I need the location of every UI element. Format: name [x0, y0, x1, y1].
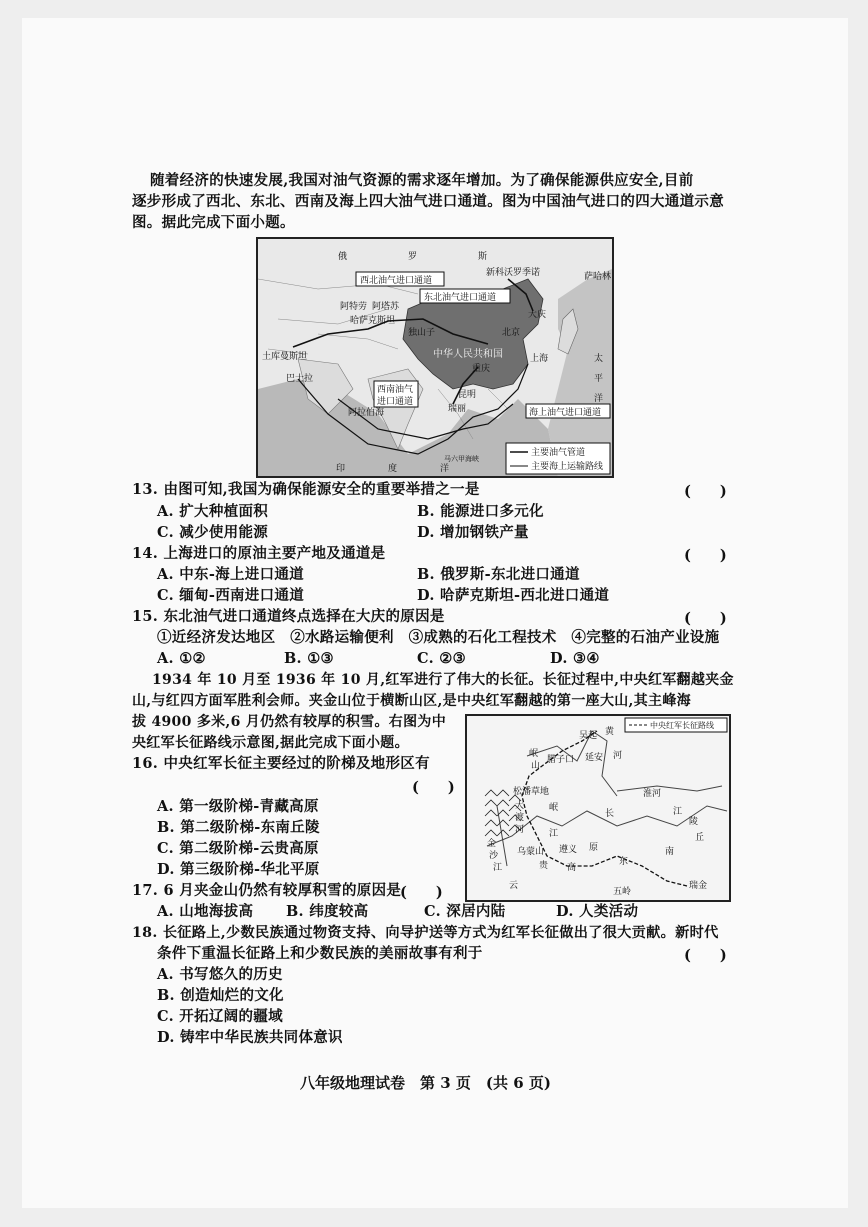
q18-option-c[interactable]: C. 开拓辽阔的疆域 [157, 1008, 283, 1025]
label-indian2: 度 [388, 464, 398, 474]
label-adi: 阿特劳 [340, 302, 368, 312]
label-shanghai: 上海 [530, 354, 549, 364]
q13-option-a[interactable]: A. 扩大种植面积 [157, 503, 269, 520]
map2-da: 大 [515, 801, 525, 811]
intro2-line4: 央红军长征路线示意图,据此完成下面小题。 [132, 735, 409, 751]
label-russia2: 罗 [408, 252, 418, 262]
q13-stem: 13. 由图可知,我国为确保能源安全的重要举措之一是 [132, 481, 480, 498]
intro2-line1: 1934 年 10 月至 1936 年 10 月,红军进行了伟大的长征。长征过程中,中央红军翻越夹金 [152, 672, 734, 688]
q17-stem: 17. 6 月夹金山仍然有较厚积雪的原因是 [132, 882, 402, 899]
map2-du: 渡 [515, 813, 525, 823]
q14-option-a[interactable]: A. 中东-海上进口通道 [157, 566, 304, 583]
map2-ruijin: 瑞金 [689, 881, 708, 891]
map2-jiang2: 江 [673, 807, 683, 817]
q14-option-b[interactable]: B. 俄罗斯-东北进口通道 [417, 566, 580, 583]
map2-jinsha2: 沙 [489, 851, 499, 861]
intro1-line2: 逐步形成了西北、东北、西南及海上四大油气进口通道。图为中国油气进口的四大通道示意 [132, 193, 724, 210]
label-pacific3: 洋 [594, 394, 604, 404]
oil-gas-channels-map [256, 237, 614, 478]
label-chongqing: 重庆 [472, 364, 491, 374]
label-pacific2: 平 [594, 374, 604, 384]
map2-qiu: 丘 [695, 833, 705, 843]
q15-option-c[interactable]: C. ②③ [417, 650, 466, 667]
map2-he2: 河 [515, 825, 525, 835]
map2-yuan: 原 [589, 843, 599, 853]
map2-jinsha1: 金 [487, 839, 497, 849]
label-kunming: 昆明 [458, 390, 477, 400]
map2-chang: 长 [605, 809, 615, 819]
label-kazakh: 哈萨克斯坦 [350, 316, 396, 326]
map2-shan: 山 [531, 761, 541, 771]
label-russia3: 斯 [478, 252, 488, 262]
map2-wumeng: 乌蒙山 [517, 847, 545, 857]
map2-yanan: 延安 [585, 753, 604, 763]
q17-option-d[interactable]: D. 人类活动 [556, 903, 639, 920]
q15-option-a[interactable]: A. ①② [157, 650, 206, 667]
q18-stem-line1: 18. 长征路上,少数民族通过物资支持、向导护送等方式为红军长征做出了很大贡献。新时代 [132, 925, 719, 941]
q16-option-a[interactable]: A. 第一级阶梯-青藏高原 [157, 798, 319, 815]
q13-option-d[interactable]: D. 增加钢铁产量 [417, 524, 529, 541]
label-ne-channel: 东北油气进口通道 [424, 293, 497, 303]
map2-he1: 河 [613, 751, 623, 761]
q17-option-b[interactable]: B. 纬度较高 [286, 903, 369, 920]
label-bataiji: 巴士拉 [286, 374, 314, 384]
label-malacca: 马六甲海峡 [444, 455, 479, 463]
map2-jinsha3: 江 [493, 863, 503, 873]
map2-min2: 岷 [549, 803, 559, 813]
label-nw-channel: 西北油气进口通道 [360, 276, 433, 286]
long-march-map [465, 714, 731, 902]
label-astana: 阿塔苏 [372, 302, 400, 312]
map2-nan: 南 [665, 847, 675, 857]
q16-answer-blank[interactable]: ( ) [412, 779, 455, 796]
q15-answer-blank[interactable]: ( ) [684, 610, 727, 627]
q14-option-d[interactable]: D. 哈萨克斯坦-西北进口通道 [417, 587, 610, 604]
label-indian3: 洋 [440, 464, 450, 474]
map2-jiang: 江 [549, 829, 559, 839]
map2-yun: 云 [509, 881, 519, 891]
map2-gui: 贵 [539, 861, 549, 871]
q15-statements: ①近经济发达地区 ②水路运输便利 ③成熟的石化工程技术 ④完整的石油产业设施 [157, 629, 720, 646]
q13-answer-blank[interactable]: ( ) [684, 483, 727, 500]
long-march-map-svg [467, 716, 729, 900]
oil-gas-map-svg [258, 239, 612, 476]
q18-option-a[interactable]: A. 书写悠久的历史 [157, 966, 283, 983]
label-turkmen: 土库曼斯坦 [262, 352, 308, 362]
map2-dong: 东 [619, 857, 629, 867]
label-russia1: 俄 [338, 252, 348, 262]
label-sw-channel-2: 进口通道 [377, 397, 414, 407]
page-footer: 八年级地理试卷 第 3 页 (共 6 页) [300, 1074, 551, 1092]
q15-option-d[interactable]: D. ③④ [550, 650, 600, 667]
label-sw-channel-1: 西南油气 [377, 385, 414, 395]
intro1-line3: 图。据此完成下面小题。 [132, 214, 295, 231]
q18-answer-blank[interactable]: ( ) [684, 947, 727, 964]
label-novo: 新科沃罗季诺 [486, 268, 541, 278]
q16-option-b[interactable]: B. 第二级阶梯-东南丘陵 [157, 819, 320, 836]
legend-sea: 主要海上运输路线 [531, 462, 604, 472]
q17-option-a[interactable]: A. 山地海拔高 [157, 903, 254, 920]
label-china: 中华人民共和国 [433, 349, 503, 360]
intro2-line3: 拔 4900 多米,6 月仍然有较厚的积雪。右图为中 [132, 714, 447, 730]
label-sakhalin: 萨哈林 [584, 272, 612, 282]
q14-stem: 14. 上海进口的原油主要产地及通道是 [132, 545, 386, 562]
map2-gao: 高 [567, 863, 577, 873]
map2-legend-label: 中央红军长征路线 [650, 721, 714, 730]
q18-stem-line2: 条件下重温长征路上和少数民族的美丽故事有利于 [157, 945, 483, 962]
q17-option-c[interactable]: C. 深居内陆 [424, 903, 506, 920]
label-beijing: 北京 [502, 328, 521, 338]
intro1-line1: 随着经济的快速发展,我国对油气资源的需求逐年增加。为了确保能源供应安全,目前 [150, 172, 694, 189]
map2-wuqi: 吴起 [579, 731, 598, 741]
label-dushan: 独山子 [408, 328, 436, 338]
label-arabian: 阿拉伯海 [348, 408, 385, 418]
q18-option-b[interactable]: B. 创造灿烂的文化 [157, 987, 284, 1004]
map2-huang: 黄 [605, 727, 615, 737]
map2-zunyi: 遵义 [559, 845, 578, 855]
q15-option-b[interactable]: B. ①③ [284, 650, 334, 667]
q17-answer-blank[interactable]: ( ) [400, 884, 443, 901]
label-pacific1: 太 [594, 354, 604, 364]
q18-option-d[interactable]: D. 铸牢中华民族共同体意识 [157, 1029, 343, 1046]
q14-option-c[interactable]: C. 缅甸-西南进口通道 [157, 587, 304, 604]
q15-stem: 15. 东北油气进口通道终点选择在大庆的原因是 [132, 608, 445, 625]
map2-huaihe: 淮河 [643, 789, 662, 799]
q13-option-c[interactable]: C. 减少使用能源 [157, 524, 269, 541]
q13-option-b[interactable]: B. 能源进口多元化 [417, 503, 544, 520]
intro2-line2: 山,与红四方面军胜利会师。夹金山位于横断山区,是中央红军翻越的第一座大山,其主峰海 [132, 693, 691, 709]
map2-min: 岷 [529, 749, 539, 759]
legend-pipe: 主要油气管道 [531, 448, 586, 458]
map2-ling: 陵 [689, 817, 699, 827]
q16-option-c[interactable]: C. 第二级阶梯-云贵高原 [157, 840, 319, 857]
q16-stem: 16. 中央红军长征主要经过的阶梯及地形区有 [132, 755, 430, 772]
q16-option-d[interactable]: D. 第三级阶梯-华北平原 [157, 861, 320, 878]
label-ruili: 瑞丽 [448, 404, 467, 414]
map2-lazikou: 腊子口 [547, 755, 575, 765]
map2-wuling: 五岭 [613, 887, 632, 897]
label-indian1: 印 [336, 464, 346, 474]
map2-songpan: 松潘草地 [513, 787, 550, 797]
q14-answer-blank[interactable]: ( ) [684, 547, 727, 564]
label-daqing: 大庆 [528, 310, 547, 320]
label-sea-channel: 海上油气进口通道 [529, 408, 602, 418]
